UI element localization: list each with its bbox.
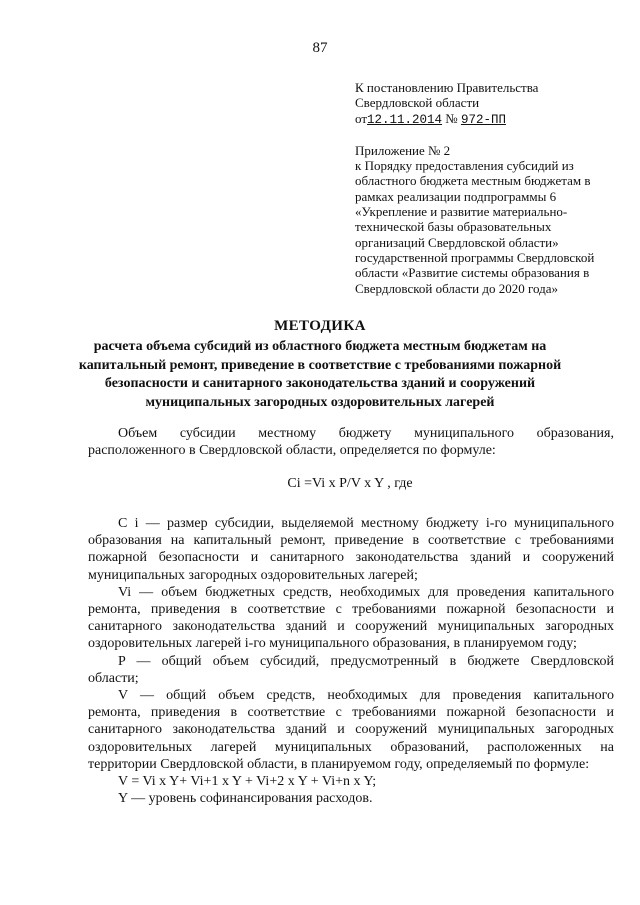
definition-line: пожарной безопасности и санитарного законодательства зданий и сооружений [88,550,614,566]
subtitle-line: безопасности и санитарного законодательства зданий и сооружений [104,376,536,392]
formula-line: V = Vi x Y+ Vi+1 x Y + Vi+2 x Y + Vi+n x Y; [118,774,377,790]
intro-line: расположенного в Свердловской области, определяется по формуле: [88,443,496,459]
intro-line: Объем субсидии местному бюджету муниципального образования, [118,426,614,441]
resolution-date: 12.11.2014 [367,112,443,127]
subtitle-line: муниципальных загородных оздоровительных лагерей [145,394,495,410]
page-number: 87 [312,40,328,56]
resolution-line-2: Свердловской области [355,95,480,111]
appendix-line: технической базы образовательных [355,219,552,235]
appendix-line: «Укрепление и развитие материально- [355,204,568,220]
definition-line: оздоровительных лагерей i-го муниципального образования, в планируемом году; [88,636,577,652]
appendix-line: областного бюджета местным бюджетам в [355,173,591,189]
subtitle-line: расчета объема субсидий из областного бюджета местным бюджетам на [93,339,547,354]
definition-line: Vi — объем бюджетных средств, необходимых для проведения капитального [118,584,614,600]
resolution-number: 972-ПП [460,112,506,127]
appendix-line: Приложение № 2 [355,142,451,158]
definition-line: ремонта, приведения в соответствие с требованиями пожарной безопасности и [88,705,614,721]
definition-line: Y — уровень софинансирования расходов. [118,791,373,807]
date-prefix: от [355,110,368,126]
appendix-line: Свердловской области до 2020 года» [355,280,558,296]
definition-line: P — общий объем субсидий, предусмотренный в бюджете Свердловской [118,653,614,669]
appendix-line: государственной программы Свердловской [355,249,595,265]
resolution-line-1: К постановлению Правительства [355,80,539,95]
number-prefix: № [445,110,458,126]
main-formula: Ci =Vi x P/V x Y , где [287,476,413,491]
definition-line: оздоровительных лагерей муниципальных образований, расположенных на [88,739,614,755]
definition-line: территории Свердловской области, в планируемом году, определяемый по формуле: [88,756,590,772]
document-subtitle [70,338,570,412]
definitions-block [88,515,614,807]
definition-line: C i — размер субсидии, выделяемой местному бюджету i-го муниципального [118,516,614,531]
resolution-header [355,80,615,296]
definition-line: санитарного законодательства зданий и сооружений муниципальных загородных [88,722,614,738]
appendix-line: организаций Свердловской области» [355,234,559,250]
resolution-date-line [355,111,615,128]
appendix-block [355,143,615,296]
appendix-line: рамках реализации подпрограммы 6 [355,188,557,204]
document-title: МЕТОДИКА [274,318,366,334]
definition-line: ремонта, приведения в соответствие с требованиями пожарной безопасности и [88,602,614,618]
intro-paragraph [88,425,614,459]
subtitle-line: капитальный ремонт, приведение в соответствие с требованиями пожарной [78,357,562,373]
definition-line: образования на капитальный ремонт, приведение в соответствие с требованиями [88,533,614,549]
appendix-line: к Порядку предоставления субсидий из [355,158,574,174]
definition-line: муниципальных загородных оздоровительных лагерей; [88,567,418,583]
appendix-line: области «Развитие системы образования в [355,265,590,281]
definition-line: V — общий объем средств, необходимых для проведения капитального [118,688,614,704]
definition-line: области; [88,670,139,686]
definition-line: санитарного законодательства зданий и сооружений муниципальных загородных [88,619,614,635]
